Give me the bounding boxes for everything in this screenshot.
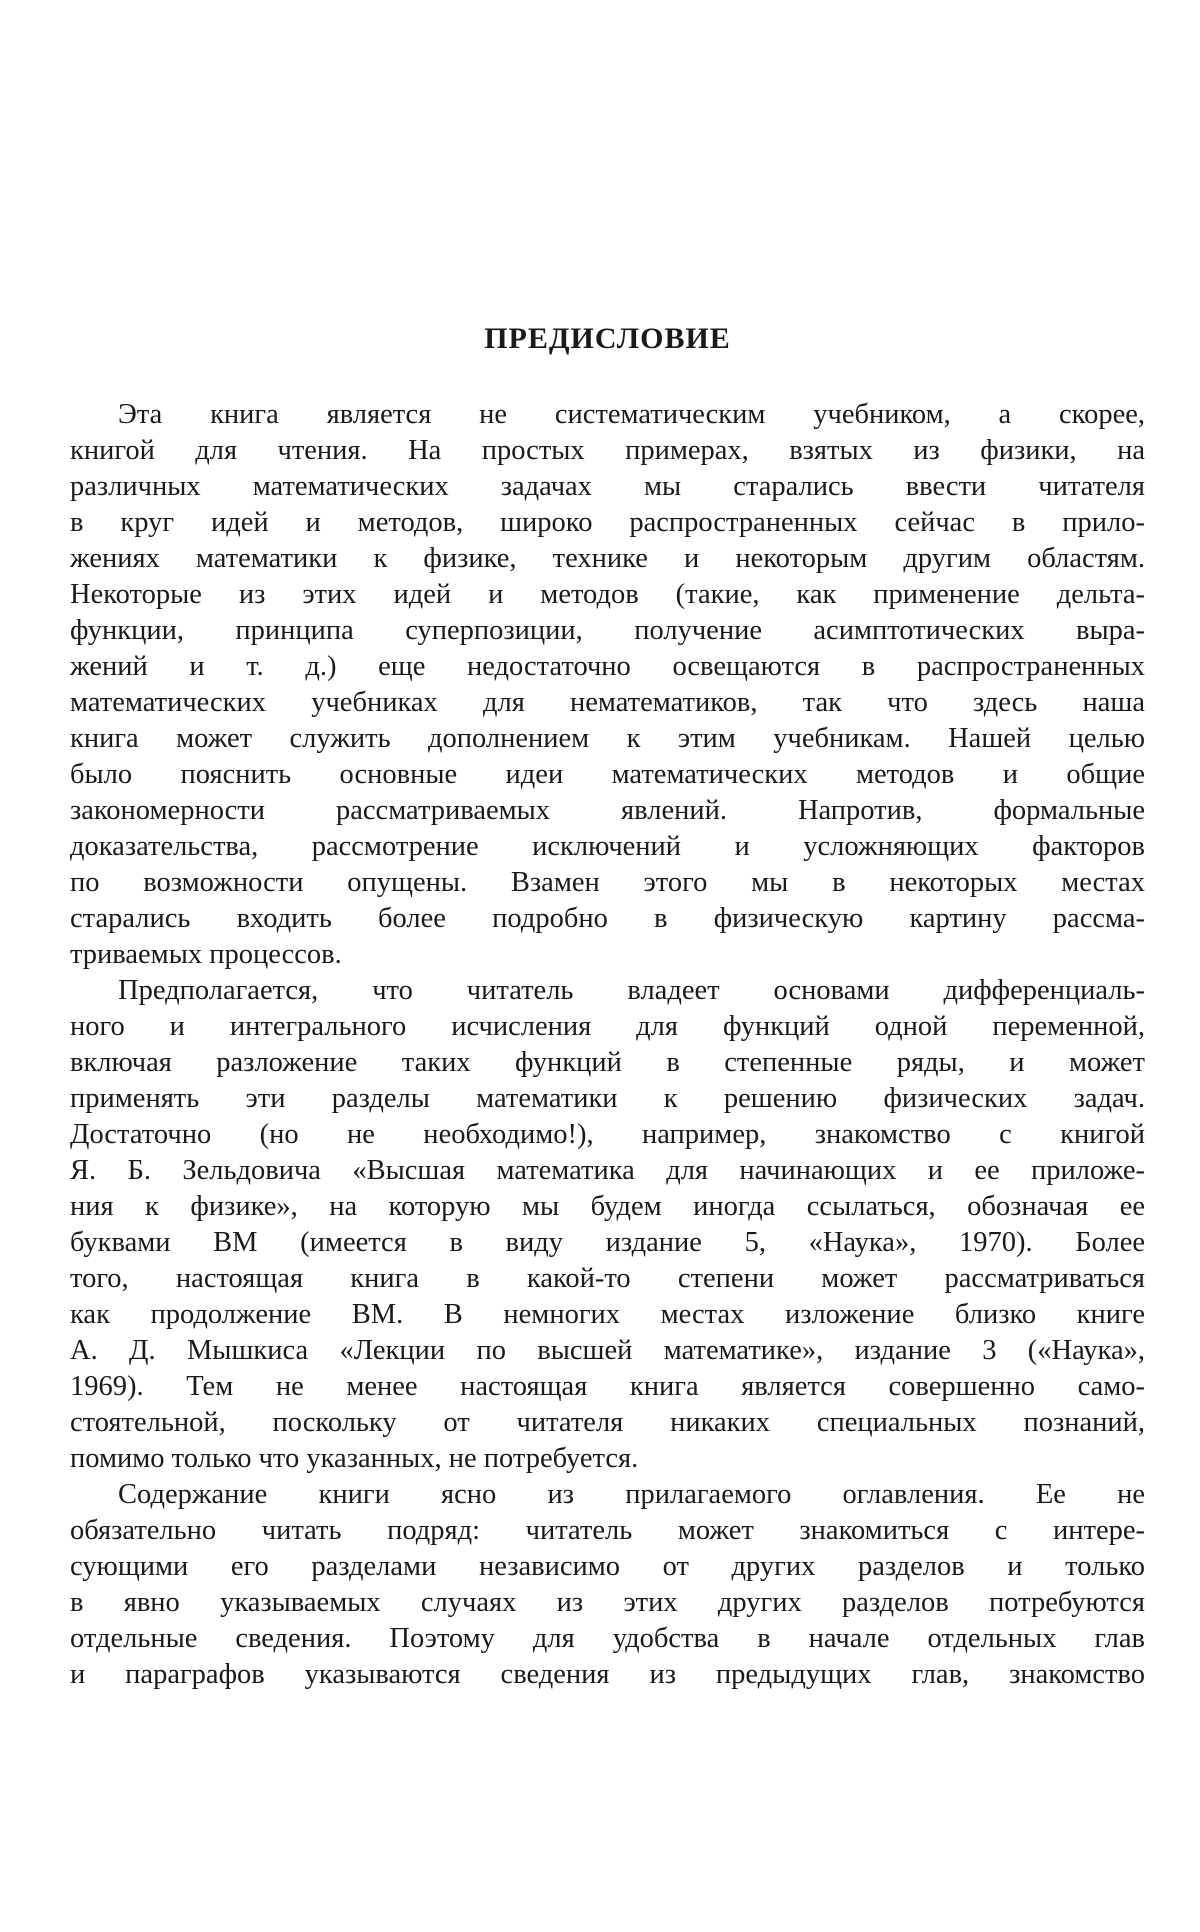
text-line: функции, принципа суперпозиции, получение асимптотических выра- xyxy=(70,615,1145,646)
text-line: доказательства, рассмотрение исключений и усложняющих факторов xyxy=(70,831,1145,862)
text-line: стоятельной, поскольку от читателя никаких специальных познаний, xyxy=(70,1407,1145,1438)
text-line: как продолжение ВМ. В немногих местах изложение близко книге xyxy=(70,1299,1145,1330)
text-line: помимо только что указанных, не потребуется. xyxy=(70,1443,639,1474)
text-line: триваемых процессов. xyxy=(70,939,342,970)
text-line: буквами ВМ (имеется в виду издание 5, «Наука», 1970). Более xyxy=(70,1227,1145,1258)
text-line: отдельные сведения. Поэтому для удобства в начале отдельных глав xyxy=(70,1623,1145,1654)
text-line: того, настоящая книга в какой-то степени может рассматриваться xyxy=(70,1263,1145,1294)
text-line: Некоторые из этих идей и методов (такие, как применение дельта- xyxy=(70,579,1145,610)
text-line: по возможности опущены. Взамен этого мы в некоторых местах xyxy=(70,867,1145,898)
paragraph-3 xyxy=(70,1477,1145,1693)
text-line: жений и т. д.) еще недостаточно освещаются в распространенных xyxy=(70,651,1145,682)
text-line: старались входить более подробно в физическую картину рассма- xyxy=(70,903,1145,934)
text-line: Предполагается, что читатель владеет основами дифференциаль- xyxy=(118,975,1145,1006)
text-line: Достаточно (но не необходимо!), например, знакомство с книгой xyxy=(70,1119,1145,1150)
text-line: Эта книга является не систематическим учебником, а скорее, xyxy=(118,399,1145,430)
text-line: ного и интегрального исчисления для функций одной переменной, xyxy=(70,1011,1145,1042)
text-line: различных математических задачах мы старались ввести читателя xyxy=(70,471,1145,502)
page-title: ПРЕДИСЛОВИЕ xyxy=(484,322,731,355)
text-line: включая разложение таких функций в степенные ряды, и может xyxy=(70,1047,1145,1078)
text-line: в явно указываемых случаях из этих других разделов потребуются xyxy=(70,1587,1145,1618)
text-line: ния к физике», на которую мы будем иногда ссылаться, обозначая ее xyxy=(70,1191,1145,1222)
text-line: А. Д. Мышкиса «Лекции по высшей математике», издание 3 («Наука», xyxy=(70,1335,1145,1366)
paragraph-1 xyxy=(70,397,1145,973)
text-line: жениях математики к физике, технике и некоторым другим областям. xyxy=(70,543,1145,574)
text-line: сующими его разделами независимо от других разделов и только xyxy=(70,1551,1145,1582)
text-line: математических учебниках для нематематиков, так что здесь наша xyxy=(70,687,1145,718)
text-line: книга может служить дополнением к этим учебникам. Нашей целью xyxy=(70,723,1145,754)
text-line: обязательно читать подряд: читатель может знакомиться с интере- xyxy=(70,1515,1145,1546)
preface-text xyxy=(70,397,1145,1693)
text-line: Я. Б. Зельдовича «Высшая математика для начинающих и ее приложе- xyxy=(70,1155,1145,1186)
text-line: Содержание книги ясно из прилагаемого оглавления. Ее не xyxy=(118,1479,1145,1510)
text-line: в круг идей и методов, широко распространенных сейчас в прило- xyxy=(70,507,1145,538)
text-line: было пояснить основные идеи математических методов и общие xyxy=(70,759,1145,790)
text-line: книгой для чтения. На простых примерах, взятых из физики, на xyxy=(70,435,1145,466)
text-line: и параграфов указываются сведения из предыдущих глав, знакомство xyxy=(70,1659,1145,1690)
text-line: закономерности рассматриваемых явлений. Напротив, формальные xyxy=(70,795,1145,826)
text-line: применять эти разделы математики к решению физических задач. xyxy=(70,1083,1145,1114)
paragraph-2 xyxy=(70,973,1145,1477)
text-line: 1969). Тем не менее настоящая книга является совершенно само- xyxy=(70,1371,1145,1402)
